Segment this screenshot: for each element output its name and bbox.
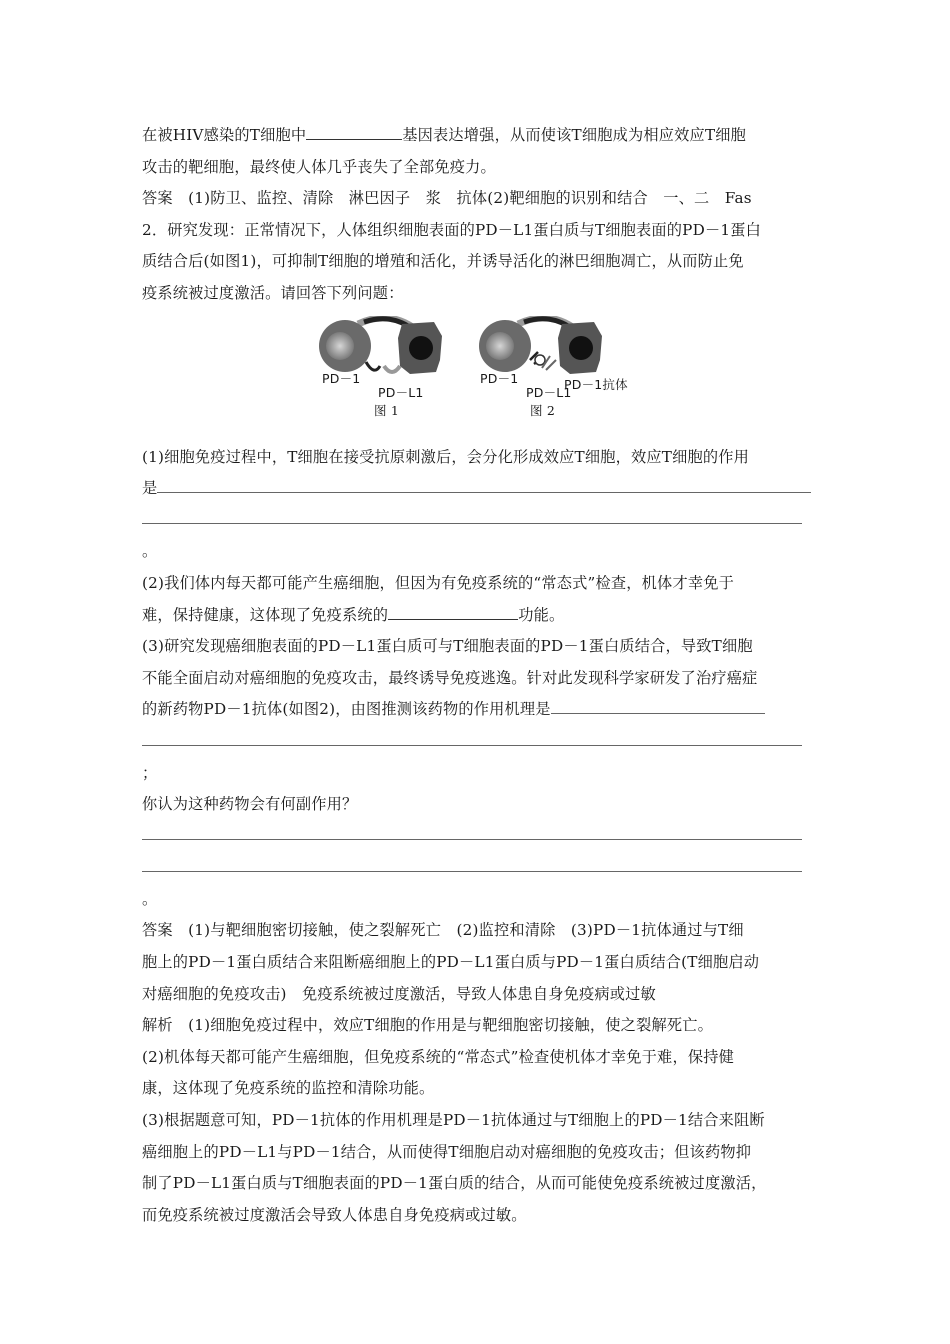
pdl1-label: PD－L1: [526, 384, 572, 400]
answer-line: 答案 (1)与靶细胞密切接触，使之裂解死亡 (2)监控和清除 (3)PD－1抗体通过与T细: [142, 921, 744, 940]
text-line: ；: [142, 763, 158, 782]
text-line: 疫系统被过度激活。请回答下列问题：: [142, 283, 404, 302]
text-line: 。: [142, 889, 158, 908]
explanation-line: 癌细胞上的PD－L1与PD－1结合，从而使得T细胞启动对癌细胞的免疫攻击；但该药物抑: [142, 1142, 752, 1161]
answer-blank-line[interactable]: [142, 821, 814, 853]
answer-blank[interactable]: [157, 474, 811, 493]
pd1-label: PD－1: [480, 370, 519, 386]
pd1-label: PD－1: [322, 370, 361, 386]
figure-1: [318, 316, 458, 438]
text-line: 。: [142, 542, 158, 561]
pdl1-label: PD－L1: [378, 384, 424, 400]
text-line: 的新药物PD－1抗体(如图2)，由图推测该药物的作用机理是: [142, 694, 814, 726]
explanation-line: 解析 (1)细胞免疫过程中，效应T细胞的作用是与靶细胞密切接触，使之裂解死亡。: [142, 1016, 714, 1035]
explanation-line: 而免疫系统被过度激活会导致人体患自身免疫病或过敏。: [142, 1205, 527, 1224]
answer-blank[interactable]: [306, 121, 402, 140]
answer-blank-line[interactable]: [142, 505, 814, 537]
answer-line: 答案 (1)防卫、监控、清除 淋巴因子 浆 抗体(2)靶细胞的识别和结合 一、二 Fas: [142, 189, 752, 208]
text-line: 是: [142, 473, 814, 505]
text-line: 质结合后(如图1)，可抑制T细胞的增殖和活化，并诱导活化的淋巴细胞凋亡，从而防止免: [142, 252, 744, 271]
figure-row: [142, 316, 814, 438]
pd1-antibody-label: PD－1抗体: [564, 376, 628, 392]
text-line: 不能全面启动对癌细胞的免疫攻击，最终诱导免疫逃逸。针对此发现科学家研发了治疗癌症: [142, 668, 758, 687]
explanation-line: 康，这体现了免疫系统的监控和清除功能。: [142, 1079, 435, 1098]
question-2-intro: 2．研究发现：正常情况下，人体组织细胞表面的PD－L1蛋白质与T细胞表面的PD－1蛋白: [142, 220, 761, 239]
answer-blank[interactable]: [388, 601, 518, 620]
explanation-line: (2)机体每天都可能产生癌细胞，但免疫系统的“常态式”检查使机体才幸免于难，保持健: [142, 1047, 734, 1066]
text-line: 难，保持健康，这体现了免疫系统的 功能。: [142, 600, 814, 632]
explanation-line: (3)根据题意可知，PD－1抗体的作用机理是PD－1抗体通过与T细胞上的PD－1结合来阻断: [142, 1111, 765, 1130]
document-body: [142, 120, 814, 1231]
answer-blank-line[interactable]: [142, 852, 814, 884]
text-line: 攻击的靶细胞，最终使人体几乎丧失了全部免疫力。: [142, 157, 496, 176]
text-line: 在被HIV感染的T细胞中 基因表达增强，从而使该T细胞成为相应效应T细胞: [142, 120, 814, 152]
answer-blank-line[interactable]: [142, 726, 814, 758]
answer-line: 对癌细胞的免疫攻击) 免疫系统被过度激活，导致人体患自身免疫病或过敏: [142, 984, 656, 1003]
answer-blank[interactable]: [551, 695, 765, 714]
figure-1-caption: 图 1: [374, 402, 400, 418]
explanation-line: 制了PD－L1蛋白质与T细胞表面的PD－1蛋白质的结合，从而可能使免疫系统被过度激活，: [142, 1174, 767, 1193]
answer-line: 胞上的PD－1蛋白质结合来阻断癌细胞上的PD－L1蛋白质与PD－1蛋白质结合(T细胞启动: [142, 953, 760, 972]
question-2-3: (3)研究发现癌细胞表面的PD－L1蛋白质可与T细胞表面的PD－1蛋白质结合，导致T细胞: [142, 637, 753, 656]
figure-2: [478, 316, 678, 438]
text-line: 你认为这种药物会有何副作用？: [142, 795, 358, 814]
question-2-2: (2)我们体内每天都可能产生癌细胞，但因为有免疫系统的“常态式”检查，机体才幸免于: [142, 573, 734, 592]
figure-2-caption: 图 2: [530, 402, 556, 418]
question-2-1: (1)细胞免疫过程中，T细胞在接受抗原刺激后，会分化形成效应T细胞，效应T细胞的作用: [142, 447, 750, 466]
